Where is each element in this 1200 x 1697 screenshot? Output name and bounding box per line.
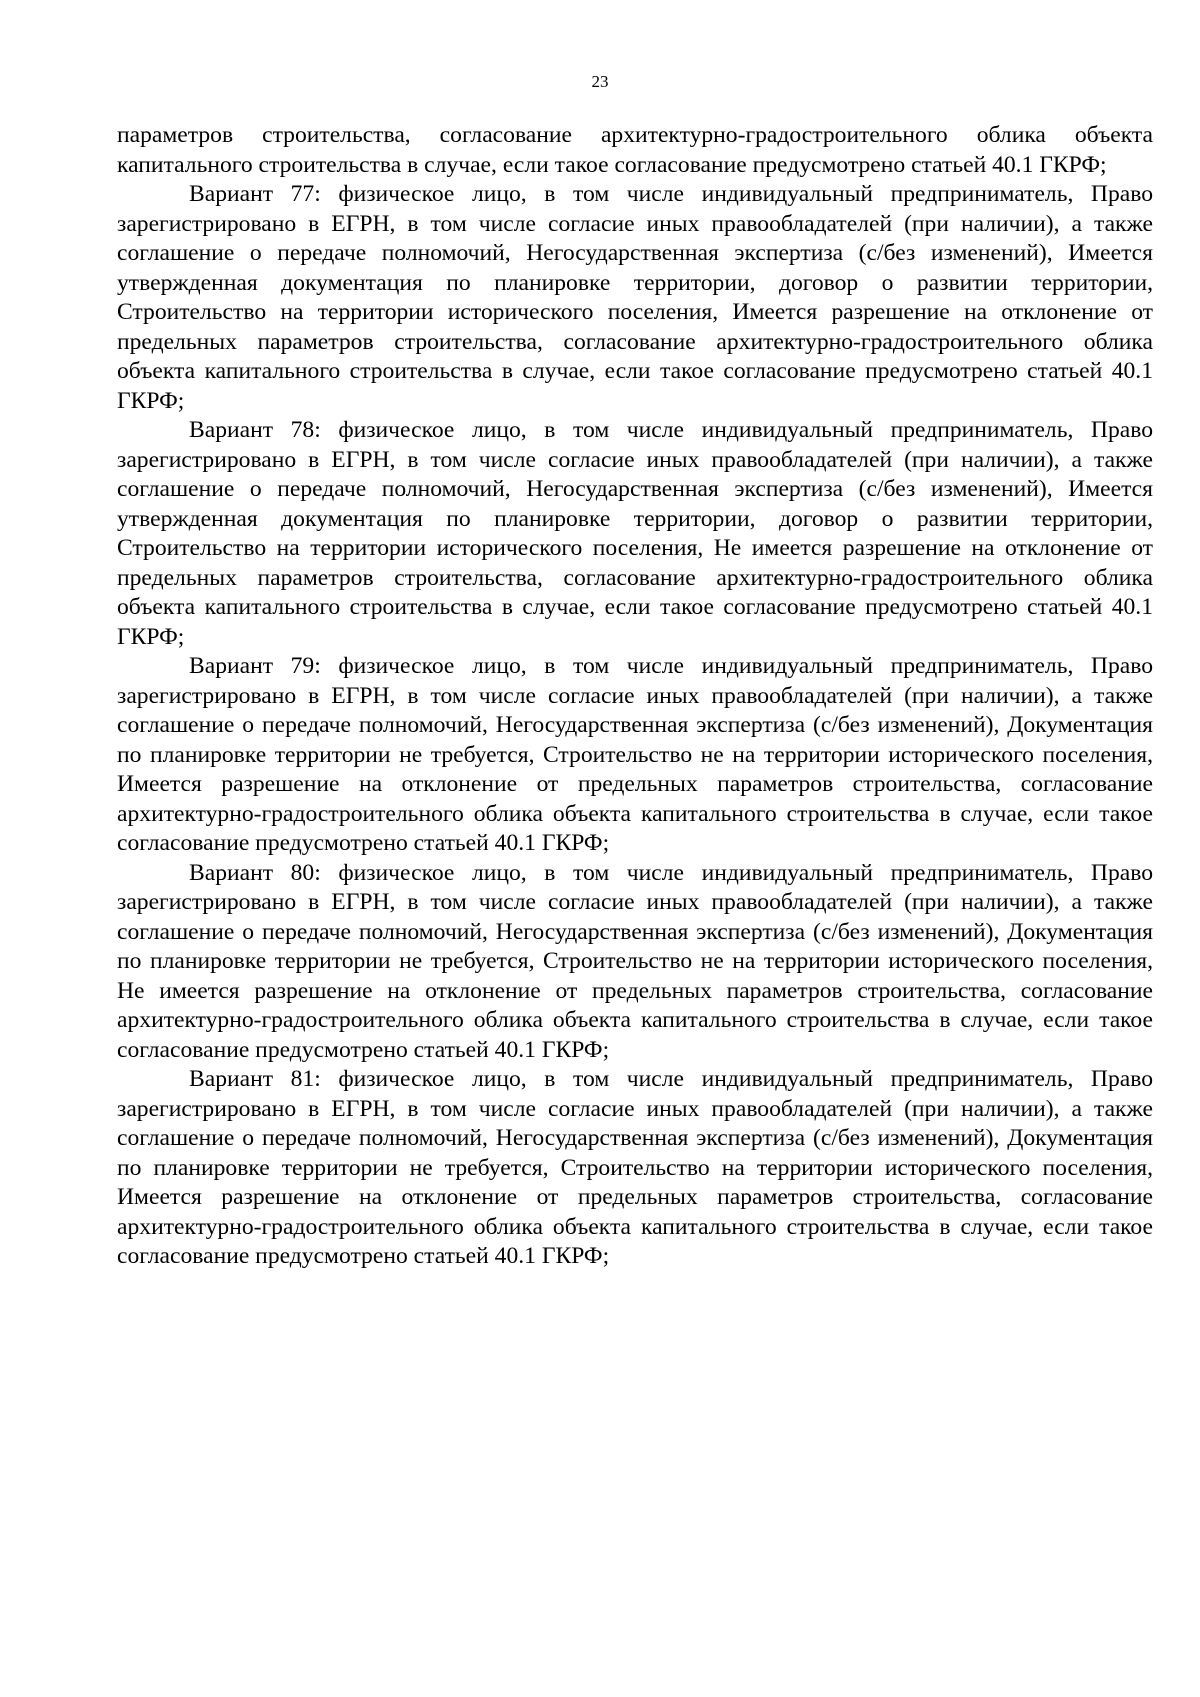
paragraph-variant-81: Вариант 81: физическое лицо, в том числе индивидуальный предприниматель, Право зарегистрировано в ЕГРН, в том числе согласие иных правообладателей (при наличии), а также соглашение о передаче полномочий, Негосударственная экспертиза (с/без изменений), Документация по планировке территории не требуется, Строительство на территории исторического поселения, Имеется разрешение на отклонение от предельных параметров строительства, согласование архитектурно-градостроительного облика объекта капитального строительства в случае, если такое согласование предусмотрено статьей 40.1 ГКРФ; (117, 1066, 1153, 1269)
paragraph-variant-80: Вариант 80: физическое лицо, в том числе индивидуальный предприниматель, Право зарегистрировано в ЕГРН, в том числе согласие иных правообладателей (при наличии), а также соглашение о передаче полномочий, Негосударственная экспертиза (с/без изменений), Документация по планировке территории не требуется, Строительство не на территории исторического поселения, Не имеется разрешение на отклонение от предельных параметров строительства, согласование архитектурно-градостроительного облика объекта капитального строительства в случае, если такое согласование предусмотрено статьей 40.1 ГКРФ; (117, 859, 1153, 1063)
paragraph-continuation: параметров строительства, согласование архитектурно-градостроительного облика объекта капитального строительства в случае, если такое согласование предусмотрено статьей 40.1 ГКРФ; (117, 122, 1153, 178)
paragraph-variant-79: Вариант 79: физическое лицо, в том числе индивидуальный предприниматель, Право зарегистрировано в ЕГРН, в том числе согласие иных правообладателей (при наличии), а также соглашение о передаче полномочий, Негосударственная экспертиза (с/без изменений), Документация по планировке территории не требуется, Строительство не на территории исторического поселения, Имеется разрешение на отклонение от предельных параметров строительства, согласование архитектурно-градостроительного облика объекта капитального строительства в случае, если такое согласование предусмотрено статьей 40.1 ГКРФ; (117, 653, 1153, 856)
paragraph-variant-77: Вариант 77: физическое лицо, в том числе индивидуальный предприниматель, Право зарегистрировано в ЕГРН, в том числе согласие иных правообладателей (при наличии), а также соглашение о передаче полномочий, Негосударственная экспертиза (с/без изменений), Имеется утвержденная документация по планировке территории, договор о развитии территории, Строительство на территории исторического поселения, Имеется разрешение на отклонение от предельных параметров строительства, согласование архитектурно-градостроительного облика объекта капитального строительства в случае, если такое согласование предусмотрено статьей 40.1 ГКРФ; (117, 181, 1153, 414)
document-body (117, 121, 1153, 1272)
paragraph-variant-78: Вариант 78: физическое лицо, в том числе индивидуальный предприниматель, Право зарегистрировано в ЕГРН, в том числе согласие иных правообладателей (при наличии), а также соглашение о передаче полномочий, Негосударственная экспертиза (с/без изменений), Имеется утвержденная документация по планировке территории, договор о развитии территории, Строительство на территории исторического поселения, Не имеется разрешение на отклонение от предельных параметров строительства, согласование архитектурно-градостроительного облика объекта капитального строительства в случае, если такое согласование предусмотрено статьей 40.1 ГКРФ; (117, 417, 1153, 650)
page-number: 23 (591, 72, 609, 91)
